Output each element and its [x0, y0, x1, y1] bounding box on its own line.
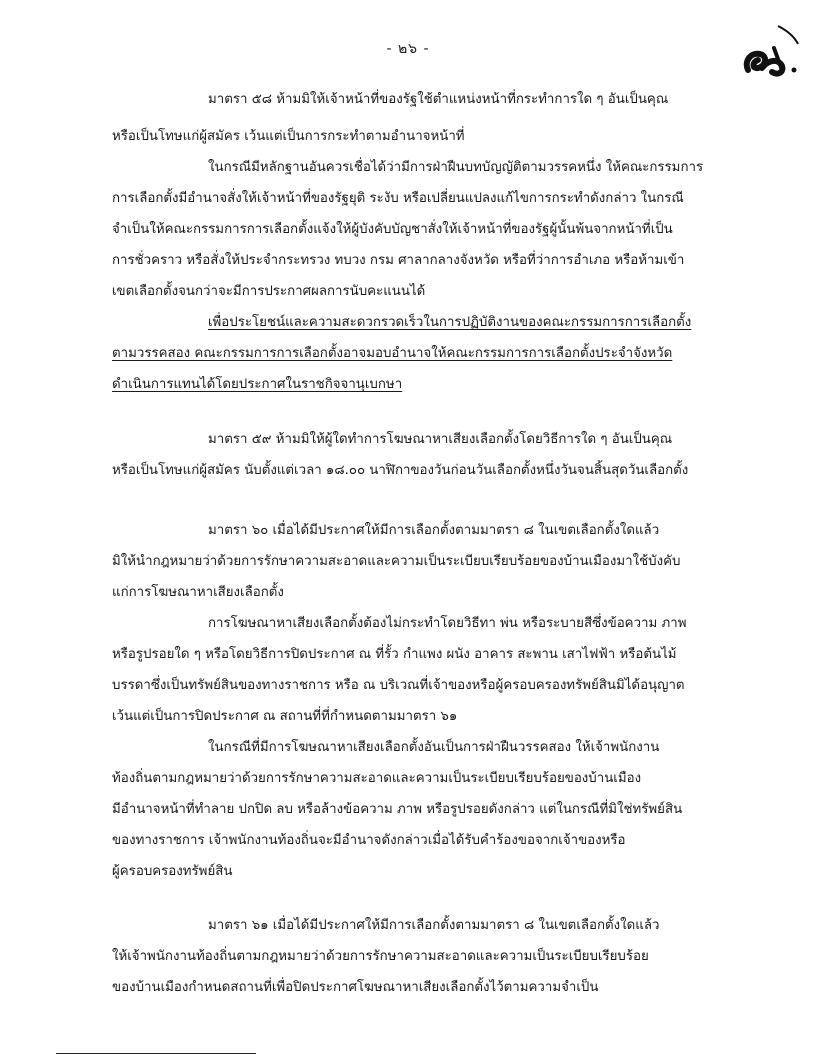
paragraph-line: ตามวรรคสอง คณะกรรมการการเลือกตั้งอาจมอบอำนาจให้คณะกรรมการการเลือกตั้งประจำจังหวัด	[112, 346, 673, 361]
paragraph-first-line: ในกรณีที่มีการโฆษณาหาเสียงเลือกตั้งอันเป็นการฝ่าฝืนวรรคสอง ให้เจ้าพนักงาน	[208, 740, 660, 755]
paragraph-first-line: การโฆษณาหาเสียงเลือกตั้งต้องไม่กระทำโดยวิธีทา พ่น หรือระบายสีซึ่งข้อความ ภาพ	[208, 616, 687, 631]
paragraph-line: ให้เจ้าพนักงานท้องถิ่นตามกฎหมายว่าด้วยการรักษาความสะอาดและความเป็นระเบียบเรียบร้อย	[112, 949, 649, 964]
paragraph-line: ท้องถิ่นตามกฎหมายว่าด้วยการรักษาความสะอาดและความเป็นระเบียบเรียบร้อยของบ้านเมือง	[112, 771, 642, 786]
paragraph-line: การเลือกตั้งมีอำนาจสั่งให้เจ้าหน้าที่ของรัฐยุติ ระงับ หรือเปลี่ยนแปลงแก้ไขการกระทำดังกล่าว ในกรณี	[112, 191, 684, 206]
paragraph-line: หรือเป็นโทษแก่ผู้สมัคร นับตั้งแต่เวลา ๑๘.๐๐ นาฬิกาของวันก่อนวันเลือกตั้งหนึ่งวันจนสิ้นสุดวันเลือกตั้ง	[112, 463, 689, 478]
paragraph-line: มิให้นำกฎหมายว่าด้วยการรักษาความสะอาดและความเป็นระเบียบเรียบร้อยของบ้านเมืองมาใช้บังคับ	[112, 554, 681, 569]
paragraph-line: เว้นแต่เป็นการปิดประกาศ ณ สถานที่ที่กำหนดตามมาตรา ๖๑	[112, 709, 458, 724]
paragraph-line: บรรดาซึ่งเป็นทรัพย์สินของทางราชการ หรือ ณ บริเวณที่เจ้าของหรือผู้ครอบครองทรัพย์สินมิได้อนุญาต	[112, 678, 685, 693]
footnote-divider	[56, 1053, 256, 1054]
paragraph-line: หรือเป็นโทษแก่ผู้สมัคร เว้นแต่เป็นการกระทำตามอำนาจหน้าที่	[112, 129, 465, 144]
paragraph-line: ของบ้านเมืองกำหนดสถานที่เพื่อปิดประกาศโฆษณาหาเสียงเลือกตั้งไว้ตามความจำเป็น	[112, 980, 599, 995]
paragraph-line: ผู้ครอบครองทรัพย์สิน	[112, 864, 233, 879]
paragraph-first-line: มาตรา ๕๙ ห้ามมิให้ผู้ใดทำการโฆษณาหาเสียงเลือกตั้งโดยวิธีการใด ๆ อันเป็นคุณ	[208, 432, 673, 447]
paragraph-first-line: เพื่อประโยชน์และความสะดวกรวดเร็วในการปฏิบัติงานของคณะกรรมการการเลือกตั้ง	[208, 315, 692, 330]
paragraph-first-line: มาตรา ๖๐ เมื่อได้มีประกาศให้มีการเลือกตั้งตามมาตรา ๘ ในเขตเลือกตั้งใดแล้ว	[208, 523, 660, 538]
paragraph-line: เขตเลือกตั้งจนกว่าจะมีการประกาศผลการนับคะแนนได้	[112, 284, 426, 299]
paragraph-line: การชั่วคราว หรือสั่งให้ประจำกระทรวง ทบวง กรม ศาลากลางจังหวัด หรือที่ว่าการอำเภอ หรือห้ามเข้า	[112, 253, 685, 268]
paragraph-line: ดำเนินการแทนได้โดยประกาศในราชกิจจานุเบกษา	[112, 377, 403, 392]
paragraph-line: หรือรูปรอยใด ๆ หรือโดยวิธีการปิดประกาศ ณ ที่รั้ว กำแพง ผนัง อาคาร สะพาน เสาไฟฟ้า หรือต้นไม้	[112, 647, 677, 662]
handwritten-signature-mark	[738, 18, 802, 88]
paragraph-first-line: มาตรา ๕๘ ห้ามมิให้เจ้าหน้าที่ของรัฐใช้ตำแหน่งหน้าที่กระทำการใด ๆ อันเป็นคุณ	[208, 92, 669, 107]
paragraph-first-line: ในกรณีมีหลักฐานอันควรเชื่อได้ว่ามีการฝ่าฝืนบทบัญญัติตามวรรคหนึ่ง ให้คณะกรรมการ	[208, 160, 704, 175]
page-number: - ๒๖ -	[386, 41, 430, 57]
paragraph-line: จำเป็นให้คณะกรรมการการเลือกตั้งแจ้งให้ผู้บังคับบัญชาสั่งให้เจ้าหน้าที่ของรัฐผู้นั้นพ้นจากหน้าที่เป็น	[112, 222, 673, 237]
paragraph-line: มีอำนาจหน้าที่ทำลาย ปกปิด ลบ หรือล้างข้อความ ภาพ หรือรูปรอยดังกล่าว แต่ในกรณีที่มิใช่ทรัพย์สิน	[112, 802, 683, 817]
paragraph-line: ของทางราชการ เจ้าพนักงานท้องถิ่นจะมีอำนาจดังกล่าวเมื่อได้รับคำร้องขอจากเจ้าของหรือ	[112, 833, 626, 848]
paragraph-line: แก่การโฆษณาหาเสียงเลือกตั้ง	[112, 585, 284, 600]
paragraph-first-line: มาตรา ๖๑ เมื่อได้มีประกาศให้มีการเลือกตั้งตามมาตรา ๘ ในเขตเลือกตั้งใดแล้ว	[208, 918, 660, 933]
